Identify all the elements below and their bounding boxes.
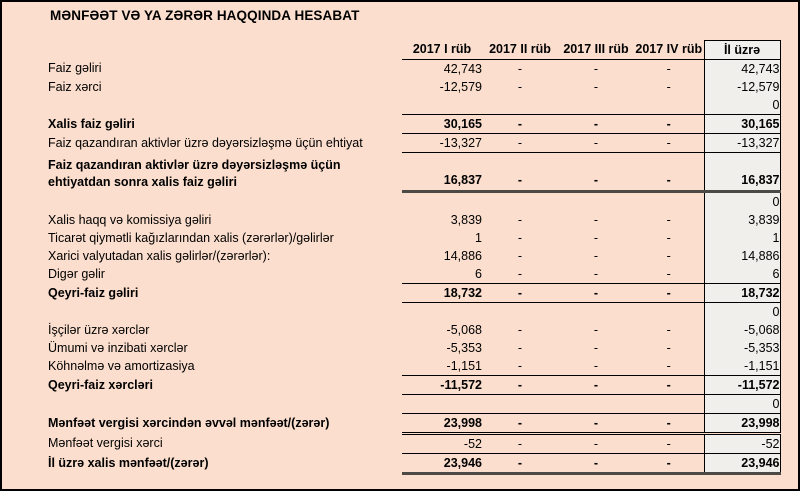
cell-q2: - (482, 153, 558, 192)
cell-q1: 6 (402, 265, 482, 284)
cell-q2: - (482, 454, 558, 474)
cell-q3: - (558, 376, 634, 395)
table-row (48, 284, 780, 303)
table-row (48, 395, 780, 414)
cell-q3 (558, 303, 634, 322)
cell-year: -12,579 (704, 78, 780, 96)
row-label (48, 303, 402, 322)
cell-q1 (402, 395, 482, 414)
cell-q4: - (666, 340, 671, 355)
cell-year: 14,886 (704, 247, 780, 265)
cell-q2: - (517, 230, 523, 245)
cell-q3: - (558, 115, 634, 134)
row-label: Mənfəət vergisi xərci (48, 436, 163, 450)
cell-q2: - (482, 115, 558, 134)
row-label (48, 192, 402, 212)
cell-q2: - (482, 284, 558, 303)
cell-q4: - (634, 454, 704, 474)
cell-q1: 42,743 (443, 61, 482, 76)
row-label: Faiz qazandıran aktivlər üzrə dəyərsizləşmə üçün ehtiyat (48, 135, 363, 150)
cell-q3: - (593, 79, 599, 94)
table-row (48, 265, 780, 284)
header-row (48, 41, 780, 60)
cell-year: 0 (704, 395, 780, 414)
cell-q1 (402, 303, 482, 322)
cell-q4: - (666, 61, 671, 76)
cell-q1: -5,068 (446, 322, 482, 337)
table-row (48, 376, 780, 395)
cell-year: -5,068 (704, 321, 780, 339)
cell-q2: - (517, 61, 523, 76)
cell-year: -5,353 (704, 339, 780, 357)
table-row (48, 434, 780, 454)
cell-year: 3,839 (704, 211, 780, 229)
cell-q3 (558, 96, 634, 115)
cell-q4: - (666, 79, 671, 94)
cell-year: 23,946 (704, 454, 780, 474)
cell-q1: 1 (475, 230, 482, 245)
cell-q2: - (482, 357, 558, 376)
table-row (48, 134, 780, 153)
cell-q1: 14,886 (443, 248, 482, 263)
cell-q3: - (558, 284, 634, 303)
row-label: İşçilər üzrə xərclər (48, 322, 150, 337)
cell-q4: - (634, 414, 704, 434)
cell-q4: - (634, 265, 704, 284)
row-label: Faiz gəliri (48, 61, 102, 76)
table-row (48, 339, 780, 357)
cell-year: -52 (704, 434, 780, 454)
table-row (48, 303, 780, 322)
cell-q4: - (634, 284, 704, 303)
table-row (48, 229, 780, 247)
table-row (48, 357, 780, 376)
cell-year: -13,327 (704, 134, 780, 153)
row-label: Faiz qazandıran aktivlər üzrə dəyərsizləşmə üçün ehtiyatdan sonra xalis faiz gəliri (48, 157, 341, 189)
cell-q1: -13,327 (402, 134, 482, 153)
cell-q4: - (666, 322, 671, 337)
cell-q4 (634, 303, 704, 322)
cell-q2 (482, 192, 558, 212)
cell-q1: 30,165 (402, 115, 482, 134)
cell-year: -11,572 (704, 376, 780, 395)
table-row (48, 96, 780, 115)
row-label: Faiz xərci (48, 79, 102, 94)
column-header-q4: 2017 IV rüb (634, 41, 704, 60)
cell-q3: - (593, 61, 599, 76)
cell-q2: - (517, 322, 523, 337)
column-header-q2: 2017 II rüb (482, 41, 558, 60)
column-header-q3: 2017 III rüb (558, 41, 634, 60)
cell-q3: - (558, 153, 634, 192)
cell-q3: - (593, 248, 599, 263)
cell-q1 (402, 96, 482, 115)
cell-q3: - (593, 230, 599, 245)
cell-q1: 23,998 (402, 414, 482, 434)
cell-q2 (482, 303, 558, 322)
cell-q1: 3,839 (450, 212, 482, 227)
cell-year: 16,837 (704, 153, 780, 192)
cell-q4: - (666, 230, 671, 245)
cell-q4: - (634, 153, 704, 192)
row-label (48, 395, 402, 414)
cell-q3 (558, 192, 634, 212)
cell-q3: - (558, 414, 634, 434)
table-row (48, 454, 780, 474)
cell-q3: - (593, 322, 599, 337)
cell-year: 1 (704, 229, 780, 247)
cell-year: 18,732 (704, 284, 780, 303)
cell-year: 6 (704, 265, 780, 284)
cell-q1: -52 (402, 434, 482, 454)
cell-q3: - (593, 212, 599, 227)
row-label: Köhnəlmə və amortizasiya (48, 358, 195, 373)
cell-q3: - (593, 340, 599, 355)
table-row (48, 321, 780, 339)
cell-q4 (634, 395, 704, 414)
table-row (48, 78, 780, 96)
cell-q3: - (558, 265, 634, 284)
table-row (48, 192, 780, 212)
row-label: Ümumi və inzibati xərclər (48, 340, 188, 355)
row-label: Digər gəlir (48, 266, 105, 281)
cell-q4: - (634, 434, 704, 454)
cell-q2: - (517, 212, 523, 227)
cell-q4: - (634, 134, 704, 153)
table-row (48, 153, 780, 192)
cell-q2: - (482, 134, 558, 153)
cell-q1: -1,151 (402, 357, 482, 376)
cell-q1: -11,572 (402, 376, 482, 395)
cell-q1: 18,732 (402, 284, 482, 303)
column-header-year: İl üzrə (704, 41, 780, 60)
cell-q4: - (666, 212, 671, 227)
cell-q3 (558, 395, 634, 414)
row-label-header (48, 41, 402, 60)
row-label: İl üzrə xalis mənfəət/(zərər) (48, 456, 209, 470)
row-label: Mənfəət vergisi xərcindən əvvəl mənfəət/(zərər) (48, 416, 330, 430)
cell-q2: - (517, 248, 523, 263)
cell-q2: - (482, 376, 558, 395)
pnl-table (48, 40, 781, 475)
cell-q3: - (558, 134, 634, 153)
row-label: Ticarət qiymətli kağızlarından xalis (zərərlər)/gəlirlər (48, 230, 334, 245)
cell-q4: - (666, 248, 671, 263)
cell-q4: - (634, 376, 704, 395)
cell-year: 0 (704, 303, 780, 322)
cell-q2: - (482, 434, 558, 454)
cell-q3: - (558, 454, 634, 474)
cell-year: 23,998 (704, 414, 780, 434)
cell-year: 0 (704, 96, 780, 115)
cell-q2: - (482, 414, 558, 434)
cell-q2 (482, 395, 558, 414)
report-title: MƏNFƏƏT VƏ YA ZƏRƏR HAQQINDA HESABAT (50, 8, 360, 23)
table-row (48, 247, 780, 265)
cell-year: 30,165 (704, 115, 780, 134)
row-label: Xalis haqq və komissiya gəliri (48, 212, 212, 227)
cell-q3: - (558, 434, 634, 454)
cell-year: 42,743 (704, 60, 780, 79)
cell-q1 (402, 192, 482, 212)
table-row (48, 115, 780, 134)
cell-q1: -12,579 (439, 79, 482, 94)
cell-q4 (634, 96, 704, 115)
table-row (48, 414, 780, 434)
cell-q2: - (482, 265, 558, 284)
cell-year: 0 (704, 192, 780, 212)
cell-q3: - (558, 357, 634, 376)
row-label: Xalis faiz gəliri (48, 116, 135, 131)
row-label: Qeyri-faiz xərcləri (48, 377, 153, 392)
cell-q2 (482, 96, 558, 115)
cell-q4 (634, 192, 704, 212)
cell-q1: -5,353 (446, 340, 482, 355)
cell-q1: 16,837 (402, 153, 482, 192)
cell-q2: - (517, 340, 523, 355)
row-label: Xarici valyutadan xalis gəlirlər/(zərərlər): (48, 248, 271, 263)
cell-q2: - (517, 79, 523, 94)
cell-q1: 23,946 (402, 454, 482, 474)
cell-year: -1,151 (704, 357, 780, 376)
cell-q4: - (634, 115, 704, 134)
table-row (48, 211, 780, 229)
table-row (48, 60, 780, 79)
row-label (48, 96, 402, 115)
cell-q4: - (634, 357, 704, 376)
column-header-q1: 2017 I rüb (402, 41, 482, 60)
row-label: Qeyri-faiz gəliri (48, 285, 139, 300)
